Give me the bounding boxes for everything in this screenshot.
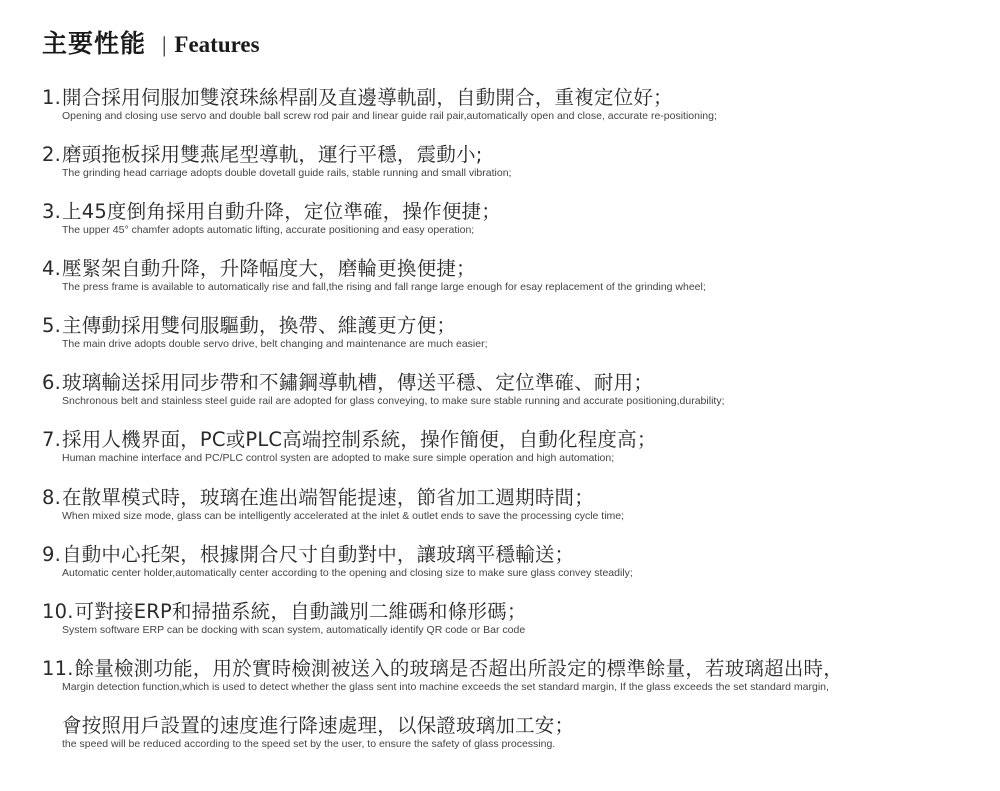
feature-english-text: The press frame is available to automatically rise and fall,the rising and fall range large enough for esay replacement of the grinding wheel;	[62, 281, 706, 293]
feature-chinese-desc: 開合採用伺服加雙滾珠絲桿副及直邊導軌副，自動開合，重複定位好；	[62, 86, 673, 109]
feature-chinese-text	[42, 200, 972, 224]
page-title-chinese: 主要性能	[42, 29, 147, 58]
feature-chinese-text	[42, 371, 972, 395]
feature-item-8	[42, 486, 972, 523]
feature-chinese-text	[42, 543, 972, 567]
feature-chinese-desc: 餘量檢測功能，用於實時檢測被送入的玻璃是否超出所設定的標準餘量，若玻璃超出時，	[74, 657, 843, 680]
feature-number: 1.	[42, 86, 62, 109]
feature-english-text: Opening and closing use servo and double ball screw rod pair and linear guide rail pair,automatically open and close, accurate re-positioning;	[62, 110, 717, 122]
feature-chinese-text	[42, 486, 972, 510]
feature-item-5	[42, 314, 972, 351]
feature-item-9	[42, 543, 972, 580]
feature-english-text: Automatic center holder,automatically center according to the opening and closing size to make sure glass convey steadily;	[62, 567, 633, 579]
feature-english-text: Snchronous belt and stainless steel guide rail are adopted for glass conveying, to make sure stable running and accurate positioning,durability;	[62, 395, 725, 407]
feature-number: 9.	[42, 543, 62, 566]
feature-number: 3.	[42, 200, 62, 223]
feature-english-text: System software ERP can be docking with scan system, automatically identify QR code or Bar code	[62, 624, 526, 636]
feature-item-2	[42, 143, 972, 180]
feature-number: 7.	[42, 428, 62, 451]
feature-item-7	[42, 428, 972, 465]
feature-chinese-desc: 會按照用戶設置的速度進行降速處理，以保證玻璃加工安；	[62, 714, 575, 737]
feature-number: 5.	[42, 314, 62, 337]
feature-english-text: the speed will be reduced according to the speed set by the user, to ensure the safety of glass processing.	[62, 738, 556, 750]
feature-chinese-text	[42, 143, 972, 167]
feature-item-1	[42, 86, 972, 123]
feature-chinese-text	[42, 86, 972, 110]
page-title-english: Features	[174, 32, 260, 57]
feature-chinese-desc: 採用人機界面，PC或PLC高端控制系統，操作簡便，自動化程度高；	[62, 428, 657, 451]
feature-english-text: Human machine interface and PC/PLC control systen are adopted to make sure simple operation and high automation;	[62, 452, 615, 464]
feature-number: 8.	[42, 486, 62, 509]
feature-chinese-desc: 玻璃輸送採用同步帶和不鏽鋼導軌槽，傳送平穩、定位準確、耐用；	[62, 371, 654, 394]
feature-item-3	[42, 200, 972, 237]
feature-chinese-desc: 可對接ERP和掃描系統，自動識別二維碼和條形碼；	[74, 600, 527, 623]
feature-english-text: The grinding head carriage adopts double dovetall guide rails, stable running and small vibration;	[62, 167, 512, 179]
feature-english-text: Margin detection function,which is used to detect whether the glass sent into machine exceeds the set standard margin, If the glass exceeds the set standard margin,	[62, 681, 829, 693]
feature-chinese-text	[62, 714, 972, 738]
feature-english-text: When mixed size mode, glass can be intelligently accelerated at the inlet & outlet ends to save the processing cycle time;	[62, 510, 625, 522]
feature-number: 2.	[42, 143, 62, 166]
feature-number: 10.	[42, 600, 74, 623]
feature-number: 11.	[42, 657, 74, 680]
feature-item-6	[42, 371, 972, 408]
feature-chinese-text	[42, 257, 972, 281]
feature-chinese-desc: 自動中心托架，根據開合尺寸自動對中，讓玻璃平穩輸送；	[62, 543, 575, 566]
feature-chinese-desc: 磨頭拖板採用雙燕尾型導軌，運行平穩，震動小;	[62, 143, 483, 166]
feature-chinese-desc: 在散單模式時，玻璃在進出端智能提速，節省加工週期時間；	[62, 486, 594, 509]
feature-item-11	[42, 657, 972, 694]
feature-english-text: The main drive adopts double servo drive, belt changing and maintenance are much easier;	[62, 338, 488, 350]
feature-chinese-desc: 上45度倒角採用自動升降，定位準確，操作便捷；	[62, 200, 501, 223]
feature-english-text: The upper 45° chamfer adopts automatic lifting, accurate positioning and easy operation;	[62, 224, 475, 236]
feature-number: 6.	[42, 371, 62, 394]
feature-item-11-continued	[42, 714, 972, 751]
feature-chinese-desc: 主傳動採用雙伺服驅動，換帶、維護更方便；	[62, 314, 457, 337]
feature-chinese-text	[42, 314, 972, 338]
feature-number: 4.	[42, 257, 62, 280]
feature-item-10	[42, 600, 972, 637]
feature-chinese-text	[42, 600, 972, 624]
feature-chinese-text	[42, 428, 972, 452]
feature-item-4	[42, 257, 972, 294]
feature-chinese-text	[42, 657, 972, 681]
title-separator: |	[162, 32, 167, 57]
feature-chinese-desc: 壓緊架自動升降，升降幅度大，磨輪更換便捷；	[62, 257, 476, 280]
